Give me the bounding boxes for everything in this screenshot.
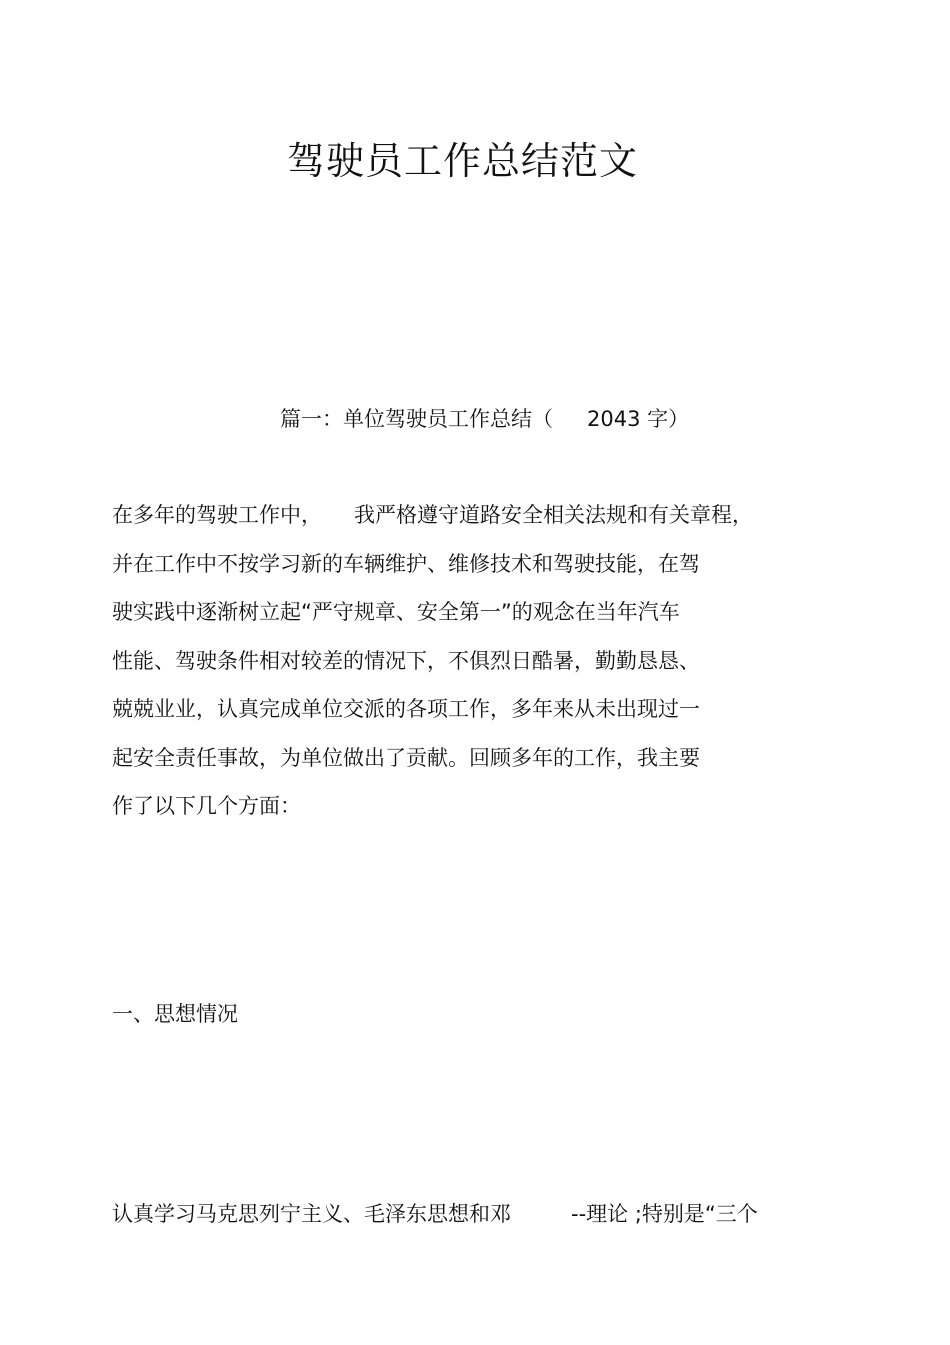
- paragraph-line: 驶实践中逐渐树立起“严守规章、安全第一”的观念在当年汽车: [112, 600, 680, 624]
- section-heading: 一、思想情况: [112, 1002, 238, 1026]
- paragraph-line: 并在工作中不按学习新的车辆维护、维修技术和驾驶技能，在驾: [112, 551, 700, 576]
- body-text-part: --理论 ;特别是“三个: [571, 1202, 758, 1226]
- paragraph-line: 作了以下几个方面：: [112, 794, 301, 818]
- paragraph-line: 性能、驾驶条件相对较差的情况下，不俱烈日酷暑，勤勤恳恳、: [112, 648, 700, 673]
- paragraph-line: 起安全责任事故，为单位做出了贡献。回顾多年的工作，我主要: [112, 745, 700, 770]
- subtitle-word-count: 2043 字）: [587, 407, 690, 431]
- body-text-line: [112, 1198, 758, 1228]
- document-title: 驾驶员工作总结范文: [286, 139, 638, 183]
- paragraph-line: [112, 500, 812, 549]
- paragraph-line-text: 我严格遵守道路安全相关法规和有关章程，: [354, 503, 753, 527]
- paragraph-line-text: 在多年的驾驶工作中，: [112, 503, 322, 527]
- article-subtitle: [280, 403, 689, 433]
- subtitle-text: 篇一：单位驾驶员工作总结（: [280, 407, 553, 431]
- paragraph-line: 兢兢业业，认真完成单位交派的各项工作，多年来从未出现过一: [112, 697, 700, 721]
- body-text-part: 认真学习马克思列宁主义、毛泽东思想和邓: [112, 1202, 511, 1226]
- intro-paragraph: [112, 500, 812, 840]
